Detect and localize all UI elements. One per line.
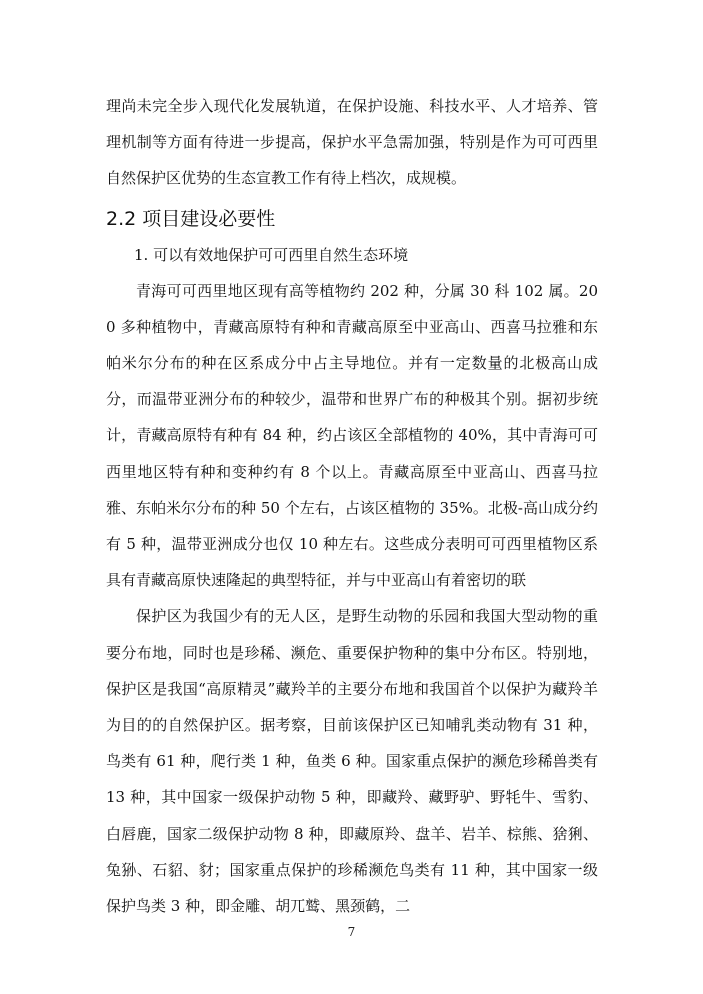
paragraph-animals: 保护区为我国少有的无人区，是野生动物的乐园和我国大型动物的重要分布地，同时也是珍稀、濒危、重要保护物种的集中分布区。特别地，保护区是我国“高原精灵”藏羚羊的主要分布地和我国首个以保护为藏羚羊为目的的自然保护区。据考察，目前该保护区已知哺乳类动物有 31 种，鸟类有 61 种，爬行类 1 种，鱼类 6 种。国家重点保护的濒危珍稀兽类有 13 种，其中国家一级保护动物 5 种，即藏羚、藏野驴、野牦牛、雪豹、白唇鹿，国家二级保护动物 8 种，即藏原羚、盘羊、岩羊、棕熊、猞猁、兔狲、石貂、豺；国家重点保护的珍稀濒危鸟类有 11 种，其中国家一级保护鸟类 3 种，即金雕、胡兀鹫、黑颈鹤，二 (106, 607, 598, 916)
section-heading: 2.2 项目建设必要性 (106, 207, 276, 230)
paragraph-continued: 理尚未完全步入现代化发展轨道，在保护设施、科技水平、人才培养、管理机制等方面有待进一步提高，保护水平急需加强，特别是作为可可西里自然保护区优势的生态宣教工作有待上档次，成规模。 (106, 97, 598, 188)
paragraph-plants: 青海可可西里地区现有高等植物约 202 种，分属 30 科 102 属。200 多种植物中，青藏高原特有种和青藏高原至中亚高山、西喜马拉雅和东帕米尔分布的种在区系成分中占主导地位。并有一定数量的北极高山成分，而温带亚洲分布的种较少，温带和世界广布的种极其个别。据初步统计，青藏高原特有种有 84 种，约占该区全部植物的 40%，其中青海可可西里地区特有种和变种约有 8 个以上。青藏高原至中亚高山、西喜马拉雅、东帕米尔分布的种 50 个左右，占该区植物的 35%。北极-高山成分约有 5 种，温带亚洲成分也仅 10 种左右。这些成分表明可可西里植物区系具有青藏高原快速隆起的典型特征，并与中亚高山有着密切的联 (106, 281, 598, 590)
page-content (106, 88, 598, 924)
page-number: 7 (347, 925, 356, 939)
subheading: 1. 可以有效地保护可可西里自然生态环境 (134, 245, 409, 264)
